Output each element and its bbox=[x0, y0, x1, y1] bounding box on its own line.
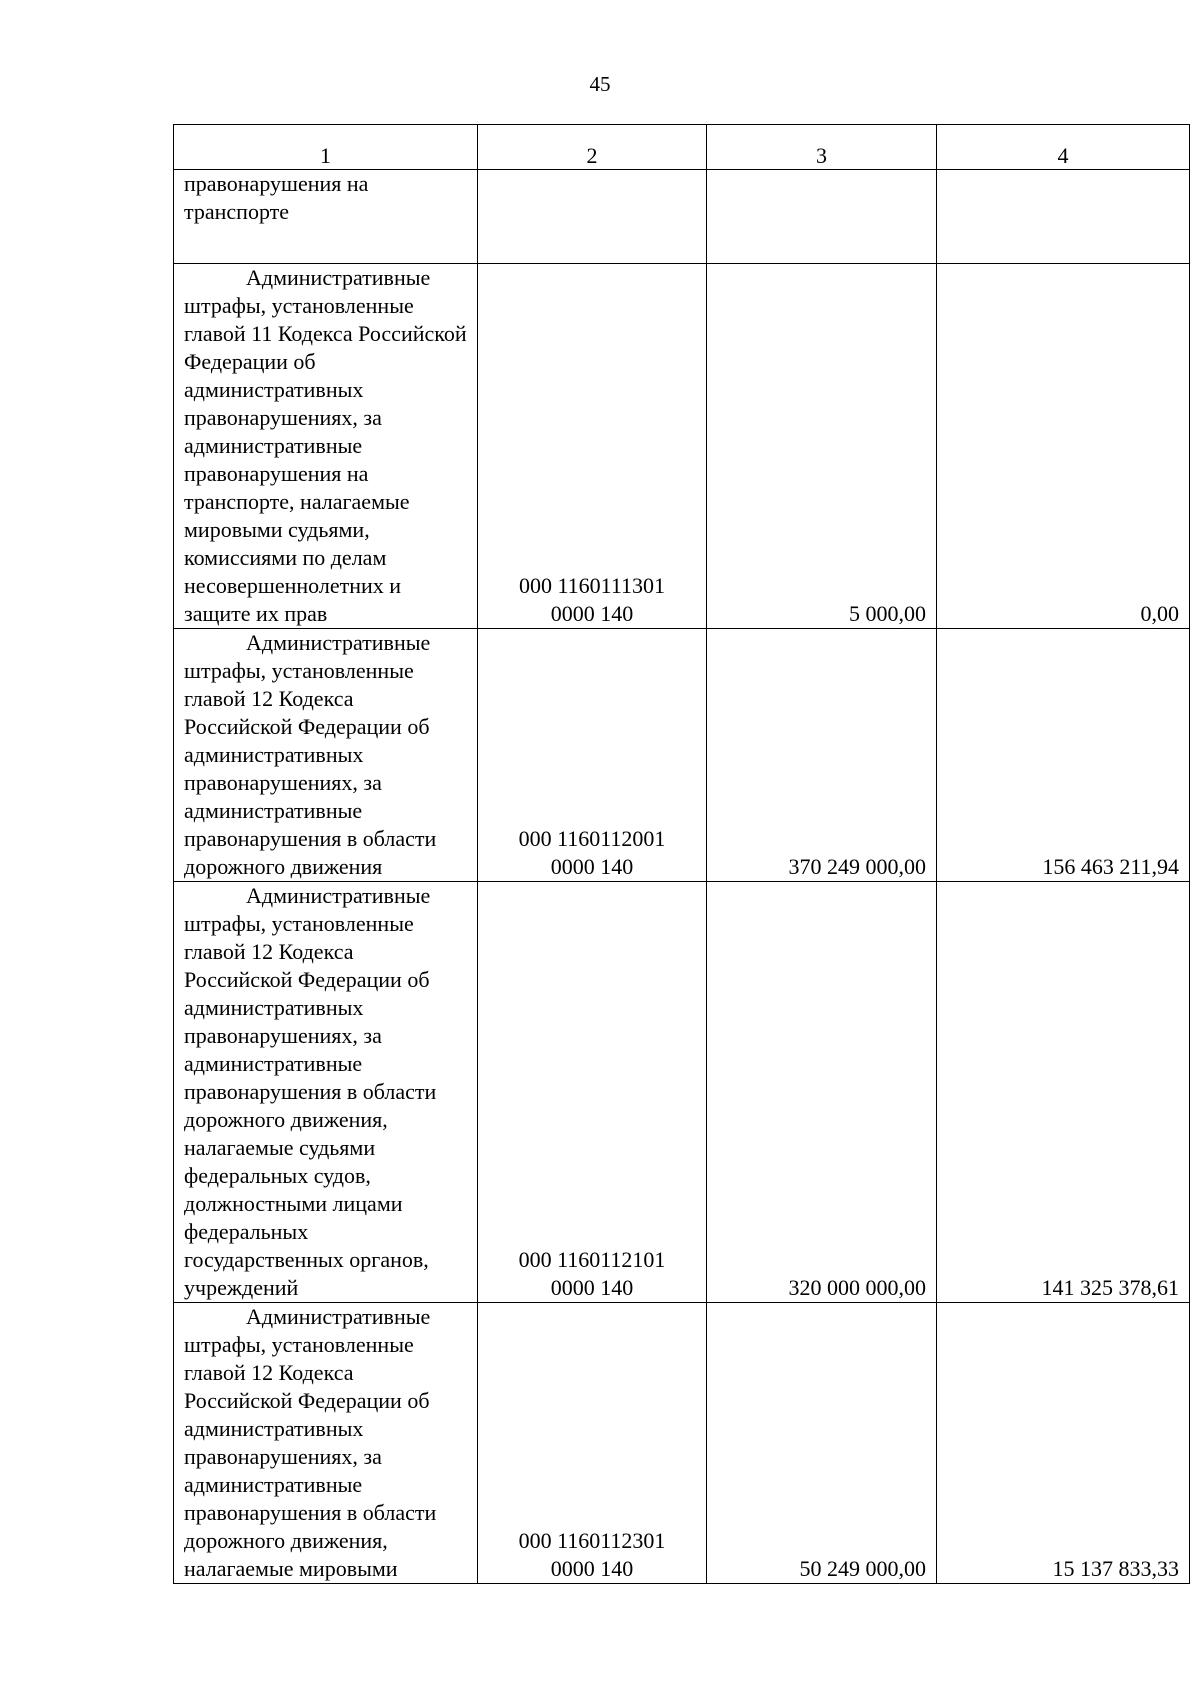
row-code bbox=[478, 264, 707, 629]
revenue-table bbox=[173, 124, 1190, 1584]
column-header-2: 2 bbox=[478, 125, 707, 170]
description-text: правонарушения на транспорте bbox=[184, 171, 369, 224]
code-line-1: 000 1160111301 bbox=[518, 573, 666, 598]
table-row bbox=[174, 882, 1190, 1303]
column-header-1: 1 bbox=[174, 125, 478, 170]
row-executed-amount: 141 325 378,61 bbox=[937, 882, 1190, 1303]
row-executed-amount bbox=[937, 170, 1190, 264]
row-plan-amount: 370 249 000,00 bbox=[707, 629, 937, 882]
description-text: Административные штрафы, установленные главой 12 Кодекса Российской Федерации об административных правонарушениях, за административные правонарушения в области дорожного движения, налагаемые мировыми bbox=[184, 1304, 437, 1581]
code-line-1: 000 1160112101 bbox=[518, 1247, 666, 1272]
table-row bbox=[174, 1303, 1190, 1584]
row-plan-amount bbox=[707, 170, 937, 264]
description-text: Административные штрафы, установленные главой 12 Кодекса Российской Федерации об административных правонарушениях, за административные правонарушения в области дорожного движения, налагаемые судьями федеральных судов, должностными лицами федеральных государственных органов, учреждений bbox=[184, 883, 437, 1300]
row-code bbox=[478, 170, 707, 264]
table-row bbox=[174, 264, 1190, 629]
row-plan-amount: 50 249 000,00 bbox=[707, 1303, 937, 1584]
description-text: Административные штрафы, установленные главой 12 Кодекса Российской Федерации об административных правонарушениях, за административные правонарушения в области дорожного движения bbox=[184, 630, 437, 879]
row-executed-amount: 0,00 bbox=[937, 264, 1190, 629]
row-plan-amount: 5 000,00 bbox=[707, 264, 937, 629]
table-row bbox=[174, 629, 1190, 882]
code-line-2: 0000 140 bbox=[550, 1275, 634, 1300]
code-line-2: 0000 140 bbox=[550, 601, 634, 626]
column-header-4: 4 bbox=[937, 125, 1190, 170]
table-header-row bbox=[174, 125, 1190, 170]
page-number: 45 bbox=[589, 72, 611, 96]
row-code bbox=[478, 629, 707, 882]
column-header-3: 3 bbox=[707, 125, 937, 170]
row-description bbox=[174, 882, 478, 1303]
table-row bbox=[174, 170, 1190, 264]
row-code bbox=[478, 1303, 707, 1584]
row-description bbox=[174, 170, 478, 264]
row-executed-amount: 156 463 211,94 bbox=[937, 629, 1190, 882]
code-line-1: 000 1160112301 bbox=[518, 1528, 666, 1553]
row-plan-amount: 320 000 000,00 bbox=[707, 882, 937, 1303]
row-executed-amount: 15 137 833,33 bbox=[937, 1303, 1190, 1584]
code-line-2: 0000 140 bbox=[550, 854, 634, 879]
row-description bbox=[174, 629, 478, 882]
code-line-1: 000 1160112001 bbox=[518, 826, 666, 851]
row-description bbox=[174, 264, 478, 629]
row-description bbox=[174, 1303, 478, 1584]
description-text: Административные штрафы, установленные главой 11 Кодекса Российской Федерации об административных правонарушениях, за административные правонарушения на транспорте, налагаемые мировыми судьями, комиссиями по делам несовершеннолетних и защите их прав bbox=[184, 265, 467, 626]
row-code bbox=[478, 882, 707, 1303]
code-line-2: 0000 140 bbox=[550, 1556, 634, 1581]
